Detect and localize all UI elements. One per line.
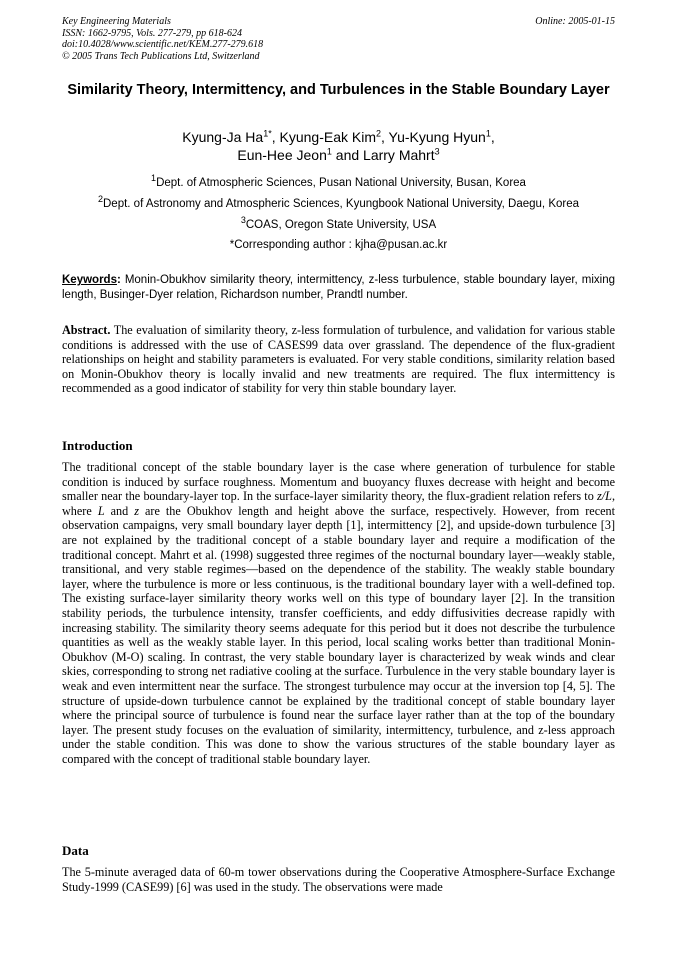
affiliation-3 <box>62 215 615 232</box>
intro-text: and <box>104 503 135 518</box>
journal-name: Key Engineering Materials <box>62 16 171 27</box>
author-name: Kyung-Ja Ha <box>182 129 264 145</box>
affiliation-mark: 3 <box>240 215 246 226</box>
keywords-label: Keywords <box>62 274 117 286</box>
intro-symbol: z <box>134 503 139 518</box>
author-separator: , <box>490 129 495 145</box>
intro-symbol: L <box>97 503 105 518</box>
author-name: Eun-Hee Jeon <box>237 147 327 163</box>
intro-text: are the Obukhov length and height above the surface, respectively. However, from recent observation campaigns, very small boundary layer depth [1], intermittency [2], and upside-down turbulence [3] are not explained by the traditional concept of a stable boundary layer and require a modification of the traditional concept. Mahrt et al. (1998) suggested three regimes of the nocturnal boundary layer—weakly stable, transitional, and very stable regimes—based on the dependence of the stability. The weakly stable boundary layer, where the turbulence is more or less continuous, is the traditional boundary layer with a well-defined top. The existing surface-layer similarity theory works well on this type of boundary layer [2]. In the transition stability periods, the turbulence intensity, transfer coefficients, and eddy diffusivities decrease rapidly with increasing stability. The similarity theory seems adequate for this period but it does not describe the turbulence quantities as well as the weakly stable layer. In this period, local scaling works better than traditional Monin-Obukhov (M-O) scaling. In contrast, the very stable boundary layer is characterized by weak winds and clear skies, corresponding to strong net radiative cooling at the surface. Turbulence in the very stable boundary layer is weak and even intermittent near the surface. The strongest turbulence may occur at the inversion top [4, 5]. The structure of upside-down turbulence cannot be explained by the traditional concept of stable boundary layer where the principal source of turbulence is found near the surface layer rather than at the top of the boundary layer. The present study focuses on the evaluation of similarity, intermittency, turbulence, and z-less approach under the stable condition. This was done to show the various structures of the stable boundary layer as compared with the concept of traditional stable boundary layer. <box>62 503 616 766</box>
corresponding-author: *Corresponding author : kjha@pusan.ac.kr <box>229 239 448 251</box>
author-affiliation-mark: 1 <box>326 146 332 157</box>
section-heading-introduction: Introduction <box>62 438 133 453</box>
online-date: Online: 2005-01-15 <box>535 16 615 27</box>
affiliation-1 <box>62 173 615 190</box>
keywords-colon: : <box>116 274 121 286</box>
author-name: and Larry Mahrt <box>331 147 435 163</box>
doi-line: doi:10.4028/www.scientific.net/KEM.277-279.618 <box>62 39 264 50</box>
journal-header <box>62 16 615 62</box>
author-affiliation-mark: 3 <box>434 146 440 157</box>
issn-line: ISSN: 1662-9795, Vols. 277-279, pp 618-624 <box>62 27 242 39</box>
affiliation-mark: 1 <box>151 173 157 184</box>
affiliation-mark: 2 <box>97 194 103 205</box>
data-paragraph: The 5-minute averaged data of 60-m tower observations during the Cooperative Atmosphere-Surface Exchange Study-1999 (CASE99) [6] was used in the study. The observations were made <box>62 865 615 894</box>
copyright-line: © 2005 Trans Tech Publications Ltd, Switzerland <box>62 50 260 62</box>
author-affiliation-mark: 1 <box>485 128 491 139</box>
affiliation-text: Dept. of Atmospheric Sciences, Pusan National University, Busan, Korea <box>156 177 526 189</box>
affiliation-2 <box>62 194 615 211</box>
author-list <box>62 128 615 164</box>
affiliation-text: COAS, Oregon State University, USA <box>245 219 437 231</box>
abstract-block <box>62 323 615 396</box>
introduction-paragraph <box>62 460 615 766</box>
author-affiliation-mark: 2 <box>375 128 381 139</box>
abstract-text: The evaluation of similarity theory, z-less formulation of turbulence, and validation for various stable conditions is addressed with the use of CASES99 data over grassland. The dependence of the flux-gradient relationships on height and stability parameters is evaluated. For very stable conditions, similarity relation based on Monin-Obukhov theory is locally invalid and new treatments are required. The flux intermittency is recommended as a good indicator of stability for very thin stable boundary layer. <box>62 323 615 396</box>
affiliation-text: Dept. of Astronomy and Atmospheric Sciences, Kyungbook National University, Daegu, Korea <box>103 198 580 210</box>
paper-title: Similarity Theory, Intermittency, and Turbulences in the Stable Boundary Layer <box>67 82 610 98</box>
intro-text: The traditional concept of the stable boundary layer is the case where generation of turbulence for stable condition is induced by surface roughness. Momentum and buoyancy fluxes decrease with height and become smaller near the boundary-layer top. In the surface-layer similarity theory, the flux-gradient relation refers to <box>62 460 615 504</box>
author-affiliation-mark: 1* <box>263 128 272 139</box>
intro-text: , where <box>62 489 615 518</box>
intro-symbol: z/L <box>597 489 612 504</box>
author-name: , Yu-Kyung Hyun <box>381 129 486 145</box>
keywords-block <box>62 273 615 303</box>
abstract-label: Abstract. <box>62 323 111 337</box>
keywords-text: Monin-Obukhov similarity theory, intermittency, z-less turbulence, stable boundary layer, mixing length, Businger-Dyer relation, Richardson number, Prandtl number. <box>62 274 615 301</box>
section-heading-data: Data <box>62 843 89 858</box>
author-name: , Kyung-Eak Kim <box>271 129 376 145</box>
